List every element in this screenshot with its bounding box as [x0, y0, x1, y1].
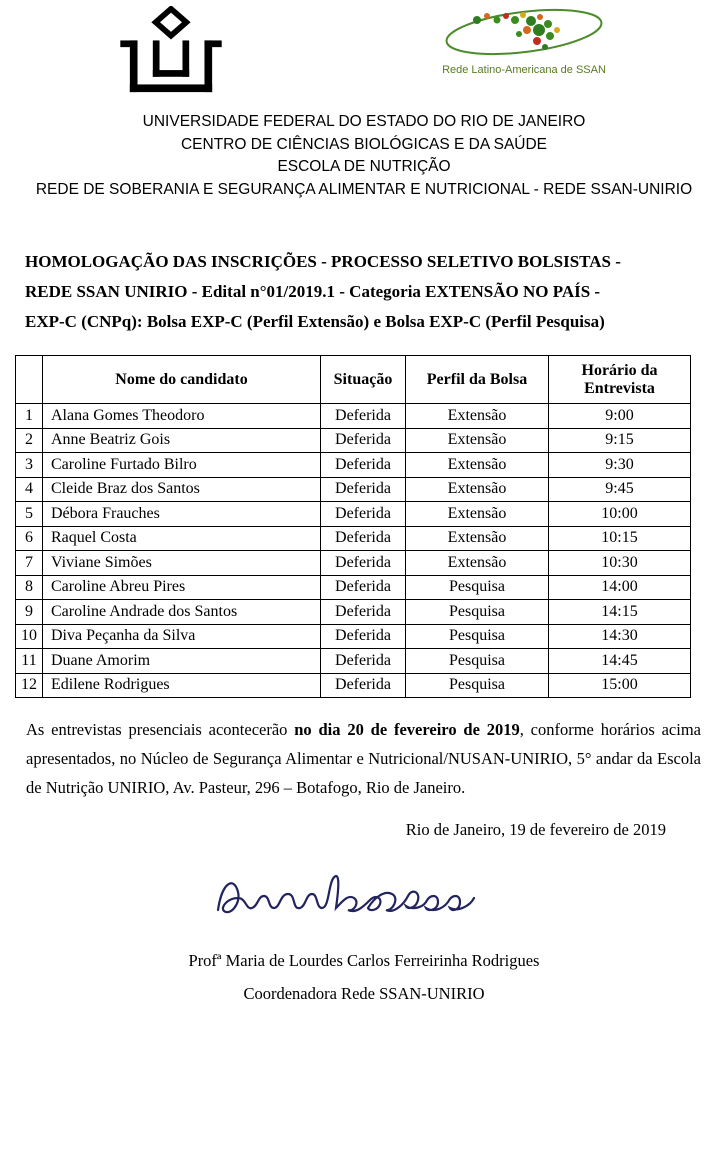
candidate-name: Cleide Braz dos Santos [43, 477, 321, 502]
paragraph-text-post: , conforme horários acima apresentados, no Núcleo de Segurança Alimentar e Nutricional/NUSAN-UNIRIO, 5° andar da Escola de Nutrição UNIRIO, Av. Pasteur, 296 – Botafogo, Rio de Janeiro. [26, 720, 701, 797]
logos-row [0, 0, 728, 99]
profile: Extensão [406, 551, 549, 576]
profile: Extensão [406, 404, 549, 429]
candidate-name: Edilene Rodrigues [43, 673, 321, 698]
table-row [16, 404, 691, 429]
institution-line-center: CENTRO DE CIÊNCIAS BIOLÓGICAS E DA SAÚDE [180, 135, 548, 153]
table-row [16, 649, 691, 674]
status: Deferida [321, 502, 406, 527]
title-line-1: HOMOLOGAÇÃO DAS INSCRIÇÕES - PROCESSO SELETIVO BOLSISTAS - [25, 252, 621, 271]
table-row [16, 624, 691, 649]
paragraph-text-pre: As entrevistas presenciais acontecerão [26, 720, 295, 739]
profile: Extensão [406, 453, 549, 478]
header-candidate-name: Nome do candidato [43, 356, 321, 404]
row-number: 5 [16, 502, 43, 527]
table-row [16, 477, 691, 502]
header-status: Situação [321, 356, 406, 404]
row-number: 3 [16, 453, 43, 478]
status: Deferida [321, 624, 406, 649]
status: Deferida [321, 575, 406, 600]
candidates-table [15, 355, 691, 698]
institution-line-university: UNIVERSIDADE FEDERAL DO ESTADO DO RIO DE JANEIRO [142, 113, 586, 130]
candidate-name: Caroline Abreu Pires [43, 575, 321, 600]
row-number: 8 [16, 575, 43, 600]
interview-time: 14:15 [549, 600, 691, 625]
ssan-network-logo [436, 6, 612, 76]
interview-time: 10:00 [549, 502, 691, 527]
table-row [16, 600, 691, 625]
interview-time: 14:30 [549, 624, 691, 649]
interview-time: 9:15 [549, 428, 691, 453]
interview-time: 9:45 [549, 477, 691, 502]
signer-role: Coordenadora Rede SSAN-UNIRIO [243, 984, 485, 1003]
institution-line-school: ESCOLA DE NUTRIÇÃO [277, 158, 451, 175]
ssan-logo-caption: Rede Latino-Americana de SSAN [442, 64, 606, 76]
table-row [16, 502, 691, 527]
interview-time: 10:30 [549, 551, 691, 576]
candidate-name: Alana Gomes Theodoro [43, 404, 321, 429]
header-number [16, 356, 43, 404]
profile: Extensão [406, 526, 549, 551]
signer-name: Profª Maria de Lourdes Carlos Ferreirinha Rodrigues [188, 951, 540, 970]
row-number: 9 [16, 600, 43, 625]
table-row [16, 575, 691, 600]
paragraph-date-bold: no dia 20 de fevereiro de 2019 [294, 720, 520, 739]
unirio-logo-icon [118, 6, 224, 99]
status: Deferida [321, 600, 406, 625]
row-number: 11 [16, 649, 43, 674]
candidate-name: Duane Amorim [43, 649, 321, 674]
row-number: 10 [16, 624, 43, 649]
profile: Extensão [406, 428, 549, 453]
candidate-name: Anne Beatriz Gois [43, 428, 321, 453]
document-title [25, 247, 704, 337]
institution-line-network: REDE DE SOBERANIA E SEGURANÇA ALIMENTAR E NUTRICIONAL - REDE SSAN-UNIRIO [35, 180, 693, 198]
interview-time: 9:00 [549, 404, 691, 429]
status: Deferida [321, 453, 406, 478]
signature-icon [212, 866, 480, 928]
candidate-name: Caroline Andrade dos Santos [43, 600, 321, 625]
header-profile: Perfil da Bolsa [406, 356, 549, 404]
status: Deferida [321, 673, 406, 698]
table-row [16, 453, 691, 478]
candidate-name: Diva Peçanha da Silva [43, 624, 321, 649]
candidate-name: Débora Frauches [43, 502, 321, 527]
status: Deferida [321, 404, 406, 429]
status: Deferida [321, 551, 406, 576]
table-row [16, 428, 691, 453]
place-date-line: Rio de Janeiro, 19 de fevereiro de 2019 [405, 820, 666, 839]
title-line-3: EXP-C (CNPq): Bolsa EXP-C (Perfil Extensão) e Bolsa EXP-C (Perfil Pesquisa) [25, 312, 605, 331]
candidate-name: Viviane Simões [43, 551, 321, 576]
status: Deferida [321, 428, 406, 453]
interview-paragraph [26, 715, 701, 802]
profile: Pesquisa [406, 649, 549, 674]
row-number: 1 [16, 404, 43, 429]
status: Deferida [321, 649, 406, 674]
row-number: 4 [16, 477, 43, 502]
profile: Pesquisa [406, 575, 549, 600]
profile: Pesquisa [406, 673, 549, 698]
interview-time: 14:00 [549, 575, 691, 600]
interview-time: 15:00 [549, 673, 691, 698]
table-row [16, 526, 691, 551]
signature-image [0, 866, 692, 933]
table-row [16, 673, 691, 698]
header-interview-time: Horário da Entrevista [549, 356, 691, 404]
interview-time: 10:15 [549, 526, 691, 551]
candidate-name: Caroline Furtado Bilro [43, 453, 321, 478]
status: Deferida [321, 526, 406, 551]
profile: Extensão [406, 477, 549, 502]
status: Deferida [321, 477, 406, 502]
row-number: 2 [16, 428, 43, 453]
profile: Extensão [406, 502, 549, 527]
institution-header [0, 111, 728, 201]
ssan-logo-icon [441, 6, 607, 58]
title-line-2: REDE SSAN UNIRIO - Edital n°01/2019.1 - Categoria EXTENSÃO NO PAÍS - [25, 282, 601, 301]
row-number: 7 [16, 551, 43, 576]
row-number: 6 [16, 526, 43, 551]
candidate-name: Raquel Costa [43, 526, 321, 551]
interview-time: 9:30 [549, 453, 691, 478]
profile: Pesquisa [406, 600, 549, 625]
table-row [16, 551, 691, 576]
profile: Pesquisa [406, 624, 549, 649]
table-header-row [16, 356, 691, 404]
row-number: 12 [16, 673, 43, 698]
interview-time: 14:45 [549, 649, 691, 674]
